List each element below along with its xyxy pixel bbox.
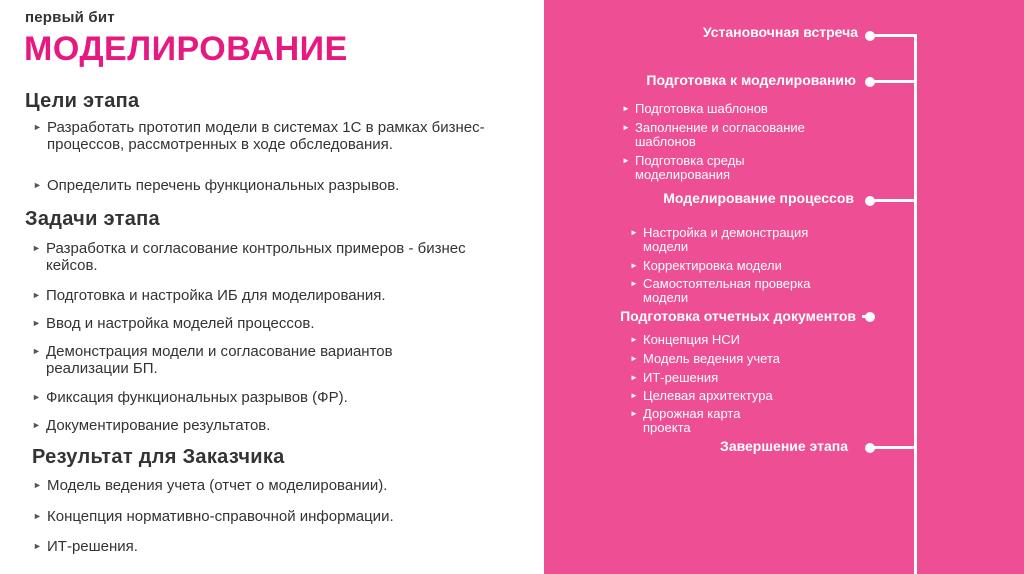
- triangle-right-icon: ►: [630, 391, 638, 400]
- triangle-right-icon: ►: [32, 243, 41, 253]
- result-item: ► Модель ведения учета (отчет о моделировании).: [33, 477, 388, 494]
- task-item: ► Разработка и согласование контрольных примеров - бизнес кейсов.: [32, 240, 466, 274]
- timeline-subitem: ► ИТ-решения: [630, 370, 719, 385]
- circle-dot-icon: [865, 196, 875, 206]
- task-item: ► Подготовка и настройка ИБ для моделирования.: [32, 287, 386, 304]
- triangle-right-icon: ►: [32, 392, 41, 402]
- timeline-subitem: ► Самостоятельная проверка модели: [630, 276, 811, 305]
- triangle-right-icon: ►: [630, 335, 638, 344]
- task-item: ► Демонстрация модели и согласование вариантов реализации БП.: [32, 343, 393, 377]
- timeline-subitem: ► Подготовка шаблонов: [622, 101, 768, 116]
- circle-dot-icon: [865, 31, 875, 41]
- triangle-right-icon: ►: [630, 228, 638, 237]
- timeline-subitem: ► Концепция НСИ: [630, 332, 741, 347]
- timeline-subitem: ► Корректировка модели: [630, 258, 782, 273]
- timeline-subitem: ► Заполнение и согласование шаблонов: [622, 120, 805, 149]
- triangle-right-icon: ►: [33, 511, 42, 521]
- result-item: ► Концепция нормативно-справочной информации.: [33, 508, 394, 525]
- triangle-right-icon: ►: [622, 156, 630, 165]
- triangle-right-icon: ►: [32, 420, 41, 430]
- triangle-right-icon: ►: [630, 409, 638, 418]
- triangle-right-icon: ►: [33, 541, 42, 551]
- task-item: ► Фиксация функциональных разрывов (ФР).: [32, 389, 348, 406]
- goals-heading: Цели этапа: [25, 90, 140, 112]
- triangle-right-icon: ►: [32, 318, 41, 328]
- company-logo: первый бит: [25, 9, 115, 26]
- triangle-right-icon: ►: [32, 290, 41, 300]
- triangle-right-icon: ►: [622, 123, 630, 132]
- task-item: ► Ввод и настройка моделей процессов.: [32, 315, 315, 332]
- triangle-right-icon: ►: [630, 261, 638, 270]
- timeline-subitem: ► Целевая архитектура: [630, 388, 773, 403]
- circle-dot-icon: [865, 77, 875, 87]
- goal-item: ► Разработать прототип модели в системах 1С в рамках бизнес-процессов, рассмотренных в ходе обследования.: [33, 119, 485, 153]
- timeline-connector: [870, 199, 917, 202]
- triangle-right-icon: ►: [33, 180, 42, 190]
- timeline-subitem: ► Дорожная карта проекта: [630, 406, 741, 435]
- timeline-connector: [870, 446, 917, 449]
- result-heading: Результат для Заказчика: [32, 446, 285, 468]
- circle-dot-icon: [865, 312, 875, 322]
- timeline-subitem: ► Подготовка среды моделирования: [622, 153, 745, 182]
- timeline-subitem: ► Настройка и демонстрация модели: [630, 225, 809, 254]
- timeline-stage-modeling: Моделирование процессов: [663, 190, 854, 206]
- triangle-right-icon: ►: [622, 104, 630, 113]
- timeline-stage-kickoff: Установочная встреча: [702, 24, 858, 40]
- triangle-right-icon: ►: [630, 354, 638, 363]
- timeline-subitem: ► Модель ведения учета: [630, 351, 780, 366]
- timeline-stage-reports: Подготовка отчетных документов: [620, 308, 856, 324]
- timeline-stage-completion: Завершение этапа: [720, 438, 848, 454]
- triangle-right-icon: ►: [32, 346, 41, 356]
- triangle-right-icon: ►: [33, 122, 42, 132]
- tasks-heading: Задачи этапа: [25, 208, 160, 230]
- triangle-right-icon: ►: [630, 373, 638, 382]
- timeline-connector: [870, 34, 917, 37]
- goal-item: ► Определить перечень функциональных разрывов.: [33, 177, 400, 194]
- timeline-stage-preparation: Подготовка к моделированию: [646, 72, 856, 88]
- circle-dot-icon: [865, 443, 875, 453]
- page-title: МОДЕЛИРОВАНИЕ: [24, 30, 348, 68]
- task-item: ► Документирование результатов.: [32, 417, 271, 434]
- triangle-right-icon: ►: [33, 480, 42, 490]
- triangle-right-icon: ►: [630, 279, 638, 288]
- timeline-line: [914, 34, 917, 574]
- timeline-connector: [870, 80, 917, 83]
- result-item: ► ИТ-решения.: [33, 538, 138, 555]
